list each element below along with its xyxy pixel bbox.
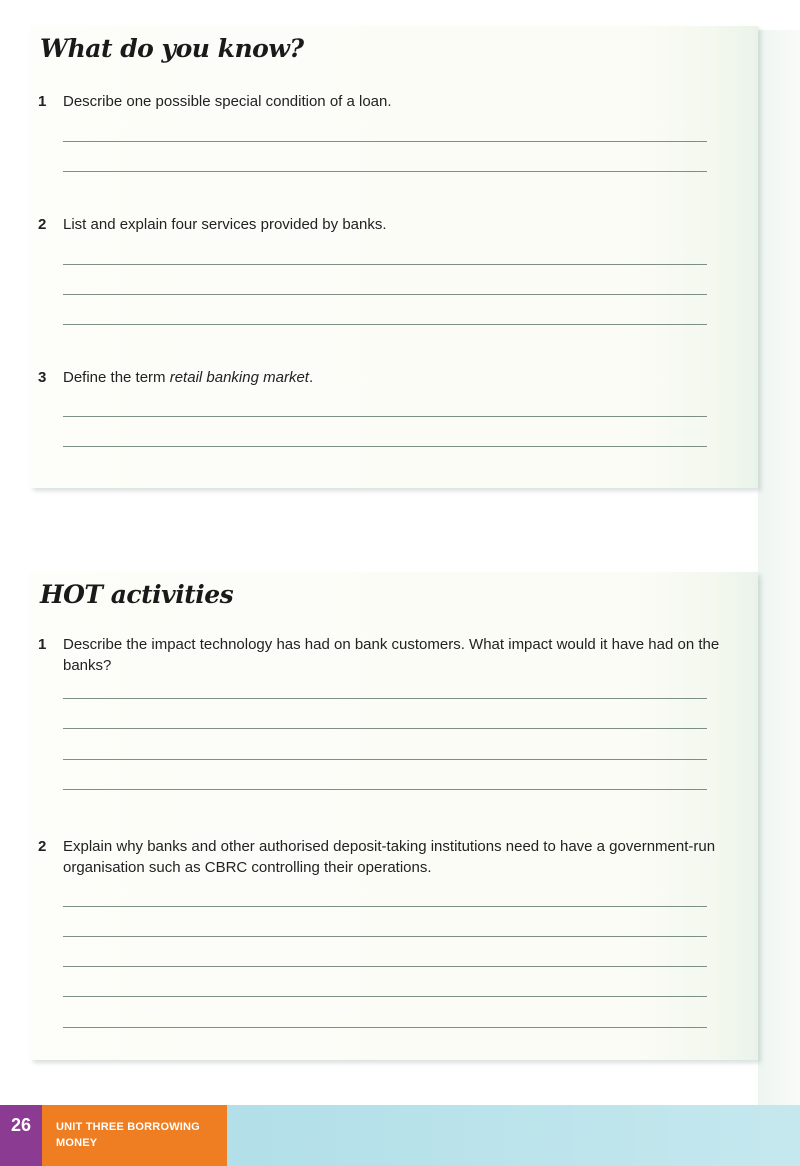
answer-line[interactable]: [63, 416, 707, 417]
question-item: [38, 91, 728, 112]
answer-line[interactable]: [63, 966, 707, 967]
answer-line[interactable]: [63, 759, 707, 760]
question-item: [38, 836, 728, 878]
answer-line[interactable]: [63, 264, 707, 265]
section-heading-hot-activities: HOT activities: [40, 580, 234, 609]
question-text: Describe one possible special condition of a loan.: [63, 93, 392, 110]
question-item: [38, 367, 728, 388]
answer-line[interactable]: [63, 1027, 707, 1028]
question-number: 1: [38, 93, 47, 110]
question-number: 3: [38, 369, 47, 386]
question-text: Explain why banks and other authorised deposit-taking institutions need to have a government-run organisation such as CBRC controlling their operations.: [63, 838, 716, 876]
answer-line[interactable]: [63, 141, 707, 142]
answer-line[interactable]: [63, 789, 707, 790]
answer-line[interactable]: [63, 324, 707, 325]
question-text: [63, 367, 728, 388]
question-number: 1: [38, 636, 47, 653]
section-heading-what-do-you-know: What do you know?: [40, 34, 304, 63]
answer-line[interactable]: [63, 996, 707, 997]
page-edge-shade: [758, 30, 800, 1105]
answer-line[interactable]: [63, 171, 707, 172]
answer-line[interactable]: [63, 294, 707, 295]
unit-label: UNIT THREE BORROWING MONEY: [42, 1105, 227, 1166]
question-text: List and explain four services provided by banks.: [63, 216, 387, 233]
question-number: 2: [38, 838, 47, 855]
answer-line[interactable]: [63, 906, 707, 907]
answer-line[interactable]: [63, 698, 707, 699]
question-text: Describe the impact technology has had on bank customers. What impact would it have had on the banks?: [63, 636, 720, 674]
key-term: retail banking market: [169, 369, 309, 386]
question-text-end: .: [308, 369, 314, 386]
answer-line[interactable]: [63, 446, 707, 447]
page-number: 26: [0, 1105, 42, 1166]
question-item: [38, 634, 728, 676]
answer-line[interactable]: [63, 936, 707, 937]
question-number: 2: [38, 216, 47, 233]
question-item: [38, 214, 728, 235]
answer-line[interactable]: [63, 728, 707, 729]
question-text-plain: Define the term: [63, 369, 170, 386]
